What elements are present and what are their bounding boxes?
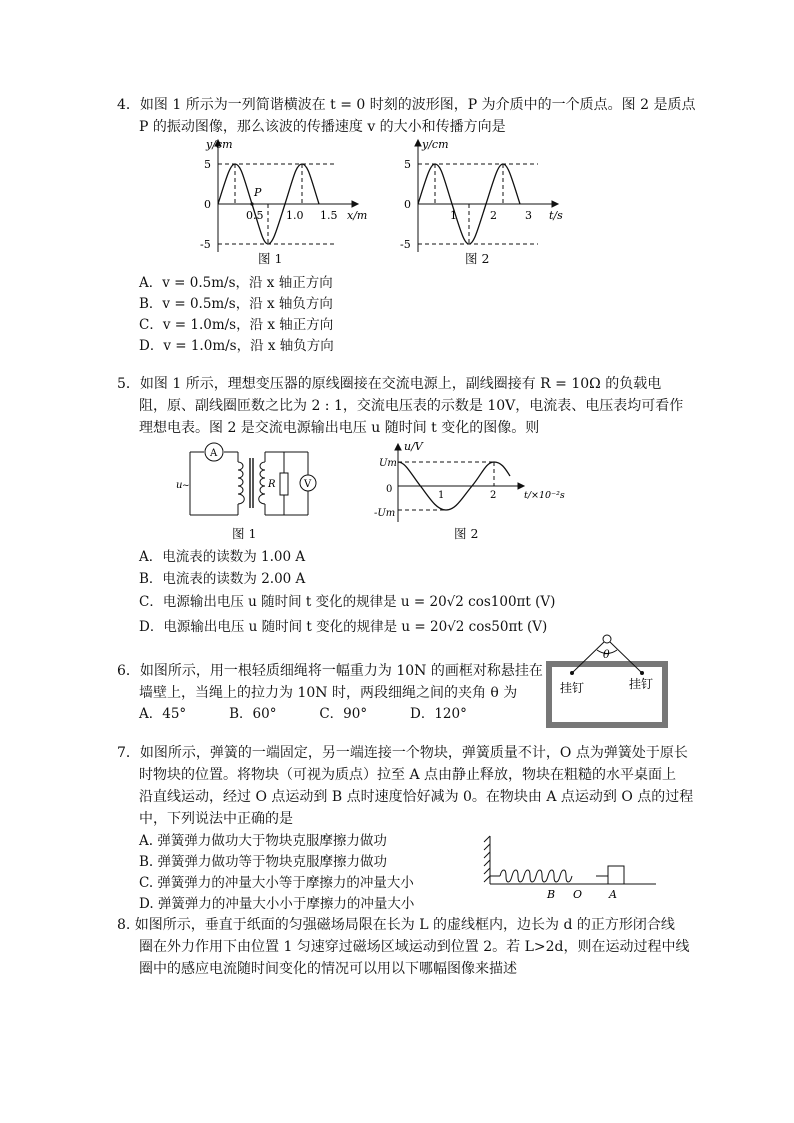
point-p — [250, 202, 253, 205]
y-axis-label: y/cm — [206, 138, 233, 151]
q7-stem-line4: 中，下列说法中正确的是 — [139, 811, 293, 827]
q4-figure2-vibration — [398, 134, 578, 266]
string-left — [572, 642, 604, 673]
svg-text:O: O — [573, 888, 583, 901]
svg-text:t/×10⁻²s: t/×10⁻²s — [524, 490, 565, 501]
string-right — [610, 642, 642, 673]
q4-figure1-waveform — [196, 134, 376, 266]
q5-figure2-voltage — [374, 440, 584, 525]
q8-stem-line1: 8. 如图所示，垂直于纸面的匀强磁场局限在长为 L 的虚线框内，边长为 d 的正方形闭合线 — [117, 917, 675, 933]
q6-stem-line1: 6．如图所示，用一根轻质细绳将一幅重力为 10N 的画框对称悬挂在 — [117, 663, 543, 679]
svg-text:V: V — [304, 479, 312, 490]
q7-option-a[interactable]: A. 弹簧弹力做功大于物块克服摩擦力做功 — [139, 833, 387, 849]
q7-stem-line1: 7．如图所示，弹簧的一端固定，另一端连接一个物块，弹簧质量不计，O 点为弹簧处于原长 — [117, 745, 688, 761]
q5-option-c[interactable]: C．电源输出电压 u 随时间 t 变化的规律是 u = 20√2 cos100πt (V) — [139, 594, 556, 610]
svg-text:挂钉: 挂钉 — [629, 677, 654, 691]
q6-figure-frame — [545, 630, 670, 730]
svg-text:y/cm: y/cm — [422, 138, 449, 151]
svg-text:0: 0 — [204, 198, 211, 211]
secondary-coil — [259, 462, 265, 504]
q5-figure1-caption: 图 1 — [232, 526, 257, 541]
svg-text:R: R — [268, 479, 276, 490]
q7-option-d[interactable]: D. 弹簧弹力的冲量大小小于摩擦力的冲量大小 — [139, 896, 415, 912]
svg-text:0.5: 0.5 — [246, 209, 264, 222]
q5-option-a[interactable]: A．电流表的读数为 1.00 A — [139, 549, 306, 565]
q6-stem-line2: 墙壁上，当绳上的拉力为 10N 时，两段细绳之间的夹角 θ 为 — [139, 685, 518, 701]
q5-stem-line1: 5．如图 1 所示，理想变压器的原线圈接在交流电源上，副线圈接有 R = 10Ω 的负载电 — [117, 376, 662, 392]
svg-text:挂钉: 挂钉 — [560, 681, 585, 695]
svg-text:1: 1 — [450, 209, 457, 222]
q7-stem-line2: 时物块的位置。将物块（可视为质点）拉至 A 点由静止释放，物块在粗糙的水平桌面上 — [139, 767, 677, 783]
q4-figure2-caption: 图 2 — [465, 251, 490, 266]
x-axis-label: x/m — [347, 209, 368, 222]
svg-text:0: 0 — [404, 198, 411, 211]
svg-text:2: 2 — [490, 490, 497, 501]
q7-figure-spring — [480, 832, 660, 902]
svg-text:A: A — [210, 448, 218, 459]
svg-text:u/V: u/V — [404, 440, 423, 453]
q5-figure2-caption: 图 2 — [454, 526, 479, 541]
svg-text:~: ~ — [182, 481, 190, 491]
svg-text:u: u — [176, 480, 183, 491]
q7-option-c[interactable]: C. 弹簧弹力的冲量大小等于摩擦力的冲量大小 — [139, 875, 414, 891]
svg-text:0: 0 — [386, 484, 393, 495]
p-label: P — [254, 186, 262, 199]
svg-text:Um: Um — [379, 458, 397, 469]
q4-stem-line1: 4．如图 1 所示为一列简谐横波在 t = 0 时刻的波形图，P 为介质中的一个质点。图 2 是质点 — [117, 97, 696, 113]
svg-text:-5: -5 — [200, 238, 211, 251]
q8-stem-line3: 圈中的感应电流随时间变化的情况可以用以下哪幅图像来描述 — [139, 961, 517, 977]
svg-text:1.5: 1.5 — [320, 209, 338, 222]
q5-option-d[interactable]: D．电源输出电压 u 随时间 t 变化的规律是 u = 20√2 cos50πt (V) — [139, 619, 548, 635]
svg-text:A: A — [609, 888, 617, 901]
q8-stem-line2: 圈在外力作用下由位置 1 匀速穿过磁场区域运动到位置 2。若 L>2d，则在运动过程中线 — [139, 939, 690, 955]
primary-coil — [238, 462, 244, 504]
q4-option-a[interactable]: A．v = 0.5m/s，沿 x 轴正方向 — [139, 275, 333, 291]
hook — [603, 635, 611, 643]
q5-option-b[interactable]: B．电流表的读数为 2.00 A — [139, 571, 306, 587]
q7-stem-line3: 沿直线运动，经过 O 点运动到 B 点时速度恰好减为 0。在物块由 A 点运动到 O 点的过程 — [139, 789, 694, 805]
svg-text:5: 5 — [404, 158, 411, 171]
svg-text:t/s: t/s — [549, 209, 563, 222]
q5-stem-line2: 阻，原、副线圈匝数之比为 2 : 1，交流电压表的示数是 10V，电流表、电压表均可看作 — [139, 398, 684, 414]
resistor-r — [280, 473, 288, 495]
x-axis-arrow — [352, 201, 358, 207]
svg-text:B: B — [547, 888, 556, 901]
svg-text:1: 1 — [438, 490, 445, 501]
svg-text:5: 5 — [204, 158, 211, 171]
q4-option-c[interactable]: C．v = 1.0m/s，沿 x 轴正方向 — [139, 317, 334, 333]
q4-stem-line2: P 的振动图像，那么该波的传播速度 v 的大小和传播方向是 — [139, 119, 506, 135]
q4-option-d[interactable]: D．v = 1.0m/s，沿 x 轴负方向 — [139, 338, 334, 354]
svg-text:-Um: -Um — [374, 508, 396, 519]
q7-option-b[interactable]: B. 弹簧弹力做功等于物块克服摩擦力做功 — [139, 854, 388, 870]
q6-options[interactable]: A．45° B．60° C．90° D．120° — [139, 706, 467, 722]
q5-stem-line3: 理想电表。图 2 是交流电源输出电压 u 随时间 t 变化的图像。则 — [139, 420, 540, 436]
q5-figure1-circuit — [168, 440, 328, 525]
svg-text:1.0: 1.0 — [286, 209, 304, 222]
svg-text:3: 3 — [525, 209, 532, 222]
block — [608, 866, 624, 884]
spring-coil — [500, 870, 572, 882]
svg-text:2: 2 — [490, 209, 497, 222]
q4-figure1-caption: 图 1 — [258, 251, 283, 266]
nail-right — [640, 671, 644, 675]
svg-text:θ: θ — [603, 648, 610, 661]
nail-left — [570, 671, 574, 675]
svg-text:-5: -5 — [400, 238, 411, 251]
q4-option-b[interactable]: B．v = 0.5m/s，沿 x 轴负方向 — [139, 296, 333, 312]
